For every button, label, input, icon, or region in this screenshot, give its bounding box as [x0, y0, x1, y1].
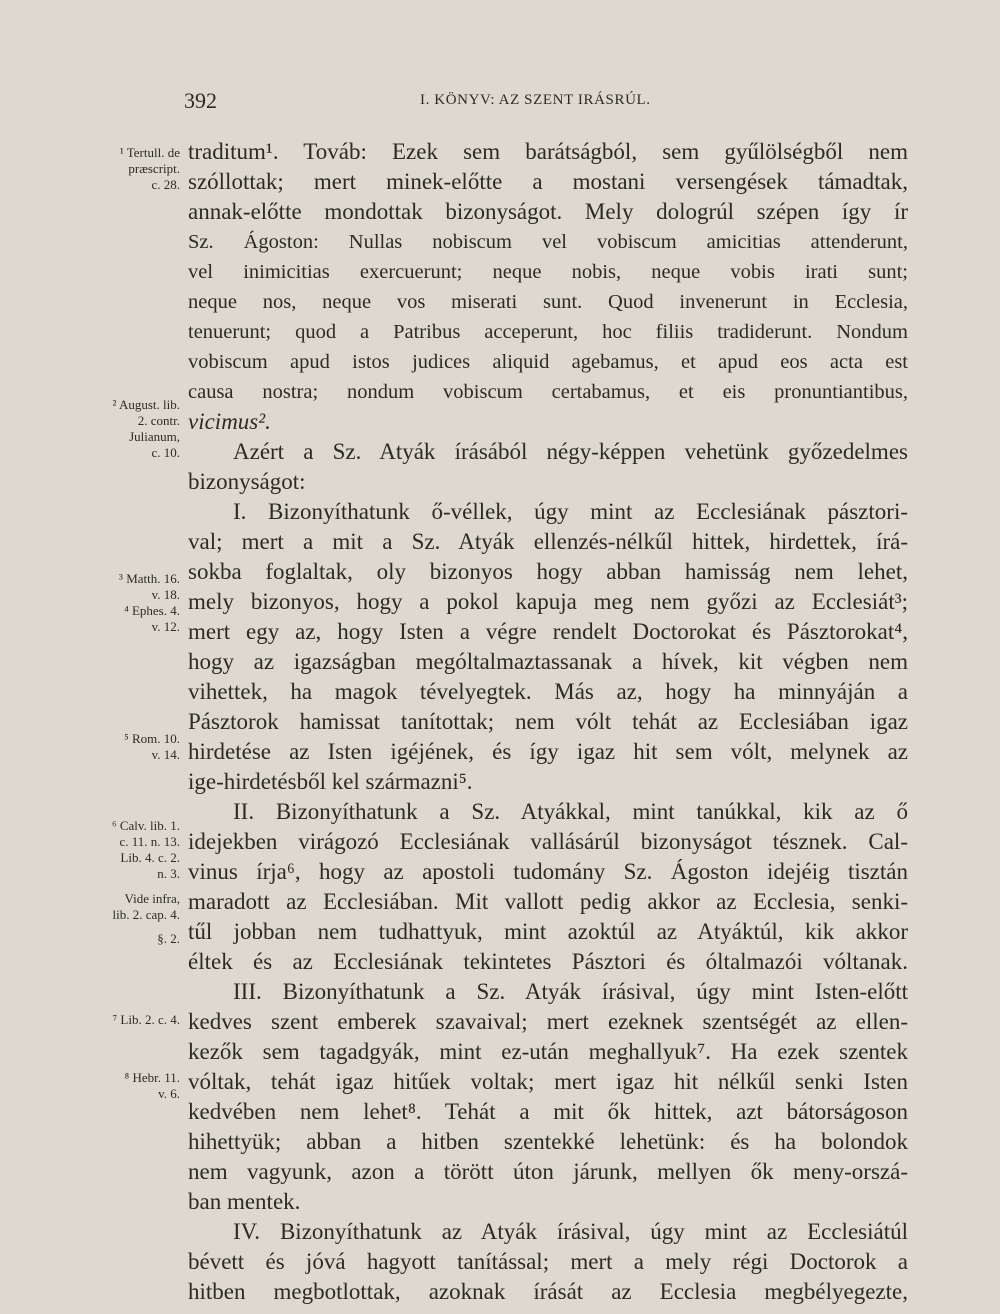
- margin-note: v. 12.: [151, 619, 180, 634]
- margin-note: ⁴ Ephes. 4.: [124, 603, 180, 618]
- text-line: kezők sem tagadgyák, mint ez-után meghallyuk⁷. Ha ezek szentek: [188, 1039, 908, 1064]
- text-line: Sz. Ágoston: Nullas nobiscum vel vobiscum amicitias attenderunt,: [188, 231, 908, 253]
- text-line: Azért a Sz. Atyák írásából négy-képpen vehetünk győzedelmes: [233, 439, 908, 464]
- margin-note: Vide infra,: [124, 891, 180, 906]
- text-line: annak-előtte mondottak bizonyságot. Mely dologrúl szépen így ír: [188, 199, 908, 224]
- margin-note: ² August. lib.: [112, 397, 180, 412]
- text-line: hirdetése az Isten igéjének, és így igaz hit sem vólt, melynek az: [188, 739, 908, 764]
- text-line: neque nos, neque vos miserati sunt. Quod invenerunt in Ecclesia,: [188, 291, 908, 313]
- text-line: kedvében nem lehet⁸. Tehát a mit ők hittek, azt bátorságoson: [188, 1099, 908, 1124]
- text-line: vicimus².: [188, 409, 271, 434]
- text-line: bévett és jóvá hagyott tanítással; mert a mely régi Doctorok a: [188, 1249, 908, 1274]
- text-line: nem vagyunk, azon a törött úton járunk, mellyen ők meny-orszá-: [188, 1159, 908, 1184]
- margin-note: §. 2.: [157, 931, 180, 946]
- margin-note: ⁸ Hebr. 11.: [124, 1070, 180, 1085]
- margin-note: ⁶ Calv. lib. 1.: [112, 818, 180, 833]
- text-line: traditum¹. Továb: Ezek sem barátságból, sem gyűlölségből nem: [188, 139, 908, 164]
- text-line: kedves szent emberek szavaival; mert ezeknek szentségét az ellen-: [188, 1009, 908, 1034]
- text-line: mely bizonyos, hogy a pokol kapuja meg nem győzi az Ecclesiát³;: [188, 589, 908, 614]
- text-line: bizonyságot:: [188, 469, 306, 494]
- margin-note: c. 11. n. 13.: [119, 834, 180, 849]
- text-line: III. Bizonyíthatunk a Sz. Atyák írásival, úgy mint Isten-előtt: [233, 979, 908, 1004]
- text-line: hogy az igazságban mególtalmaztassanak a hívek, kit végben nem: [188, 649, 908, 674]
- text-line: IV. Bizonyíthatunk az Atyák írásival, úgy mint az Ecclesiátúl: [233, 1219, 908, 1244]
- margin-note: lib. 2. cap. 4.: [112, 907, 180, 922]
- text-line: szóllottak; mert minek-előtte a mostani versengések támadtak,: [188, 169, 908, 194]
- text-line: vobiscum apud istos judices aliquid agebamus, et apud eos acta est: [188, 351, 908, 373]
- text-line: vinus írja⁶, hogy az apostoli tudomány Sz. Ágoston idejéig tisztán: [188, 859, 908, 884]
- page-number: 392: [184, 88, 217, 113]
- text-line: II. Bizonyíthatunk a Sz. Atyákkal, mint tanúkkal, kik az ő: [233, 799, 908, 824]
- text-line: mert egy az, hogy Isten a végre rendelt Doctorokat és Pásztorokat⁴,: [188, 619, 908, 644]
- text-line: vóltak, tehát igaz hitűek voltak; mert igaz hit nélkűl senki Isten: [188, 1069, 908, 1094]
- text-line: maradott az Ecclesiában. Mit vallott pedig akkor az Ecclesia, senki-: [188, 889, 908, 914]
- margin-note: ⁷ Lib. 2. c. 4.: [112, 1012, 180, 1027]
- margin-note: c. 10.: [151, 445, 180, 460]
- text-line: I. Bizonyíthatunk ő-véllek, úgy mint az Ecclesiának pásztori-: [233, 499, 908, 524]
- text-line: Pásztorok hamissat tanítottak; nem vólt tehát az Ecclesiában igaz: [188, 709, 908, 734]
- margin-note: ³ Matth. 16.: [119, 571, 180, 586]
- margin-note: v. 18.: [151, 587, 180, 602]
- text-line: ban mentek.: [188, 1189, 301, 1214]
- margin-note: n. 3.: [157, 866, 180, 881]
- text-line: éltek és az Ecclesiának tekintetes Pásztori és óltalmazói vóltanak.: [188, 949, 908, 974]
- text-line: ige-hirdetésből kel származni⁵.: [188, 769, 473, 794]
- margin-note: v. 14.: [151, 747, 180, 762]
- margin-note: Julianum,: [129, 429, 180, 444]
- margin-note: præscript.: [128, 161, 180, 176]
- text-line: vihettek, ha magok tévelyegtek. Más az, hogy ha minnyáján a: [188, 679, 908, 704]
- text-line: vel inimicitias exercuerunt; neque nobis, neque vobis irati sunt;: [188, 261, 908, 283]
- margin-note: v. 6.: [158, 1086, 180, 1101]
- margin-note: Lib. 4. c. 2.: [120, 850, 180, 865]
- running-head: I. KÖNYV: AZ SZENT IRÁSRÚL.: [420, 92, 651, 108]
- text-line: hihettyük; abban a hitben szentekké lehetünk: és ha bolondok: [188, 1129, 908, 1154]
- text-line: sokba foglaltak, oly bizonyos hogy abban hamisság nem lehet,: [188, 559, 908, 584]
- margin-note: ⁵ Rom. 10.: [124, 731, 180, 746]
- text-line: idejekben virágozó Ecclesiának vallásárúl bizonyságot tésznek. Cal-: [188, 829, 908, 854]
- page-header: [0, 88, 1000, 118]
- text-line: tenuerunt; quod a Patribus acceperunt, hoc filiis tradiderunt. Nondum: [188, 321, 908, 343]
- text-line: causa nostra; nondum vobiscum certabamus, et eis pronuntiantibus,: [188, 381, 908, 403]
- text-line: val; mert a mit a Sz. Atyák ellenzés-nélkűl hittek, hirdettek, írá-: [188, 529, 908, 554]
- text-line: tűl jobban nem tudhattyuk, mint azoktúl az Atyáktúl, kik akkor: [188, 919, 908, 944]
- margin-note: 2. contr.: [137, 413, 180, 428]
- text-line: hitben megbotlottak, azoknak írását az Ecclesia megbélyegezte,: [188, 1279, 908, 1304]
- margin-note: c. 28.: [151, 177, 180, 192]
- margin-note: ¹ Tertull. de: [119, 145, 180, 160]
